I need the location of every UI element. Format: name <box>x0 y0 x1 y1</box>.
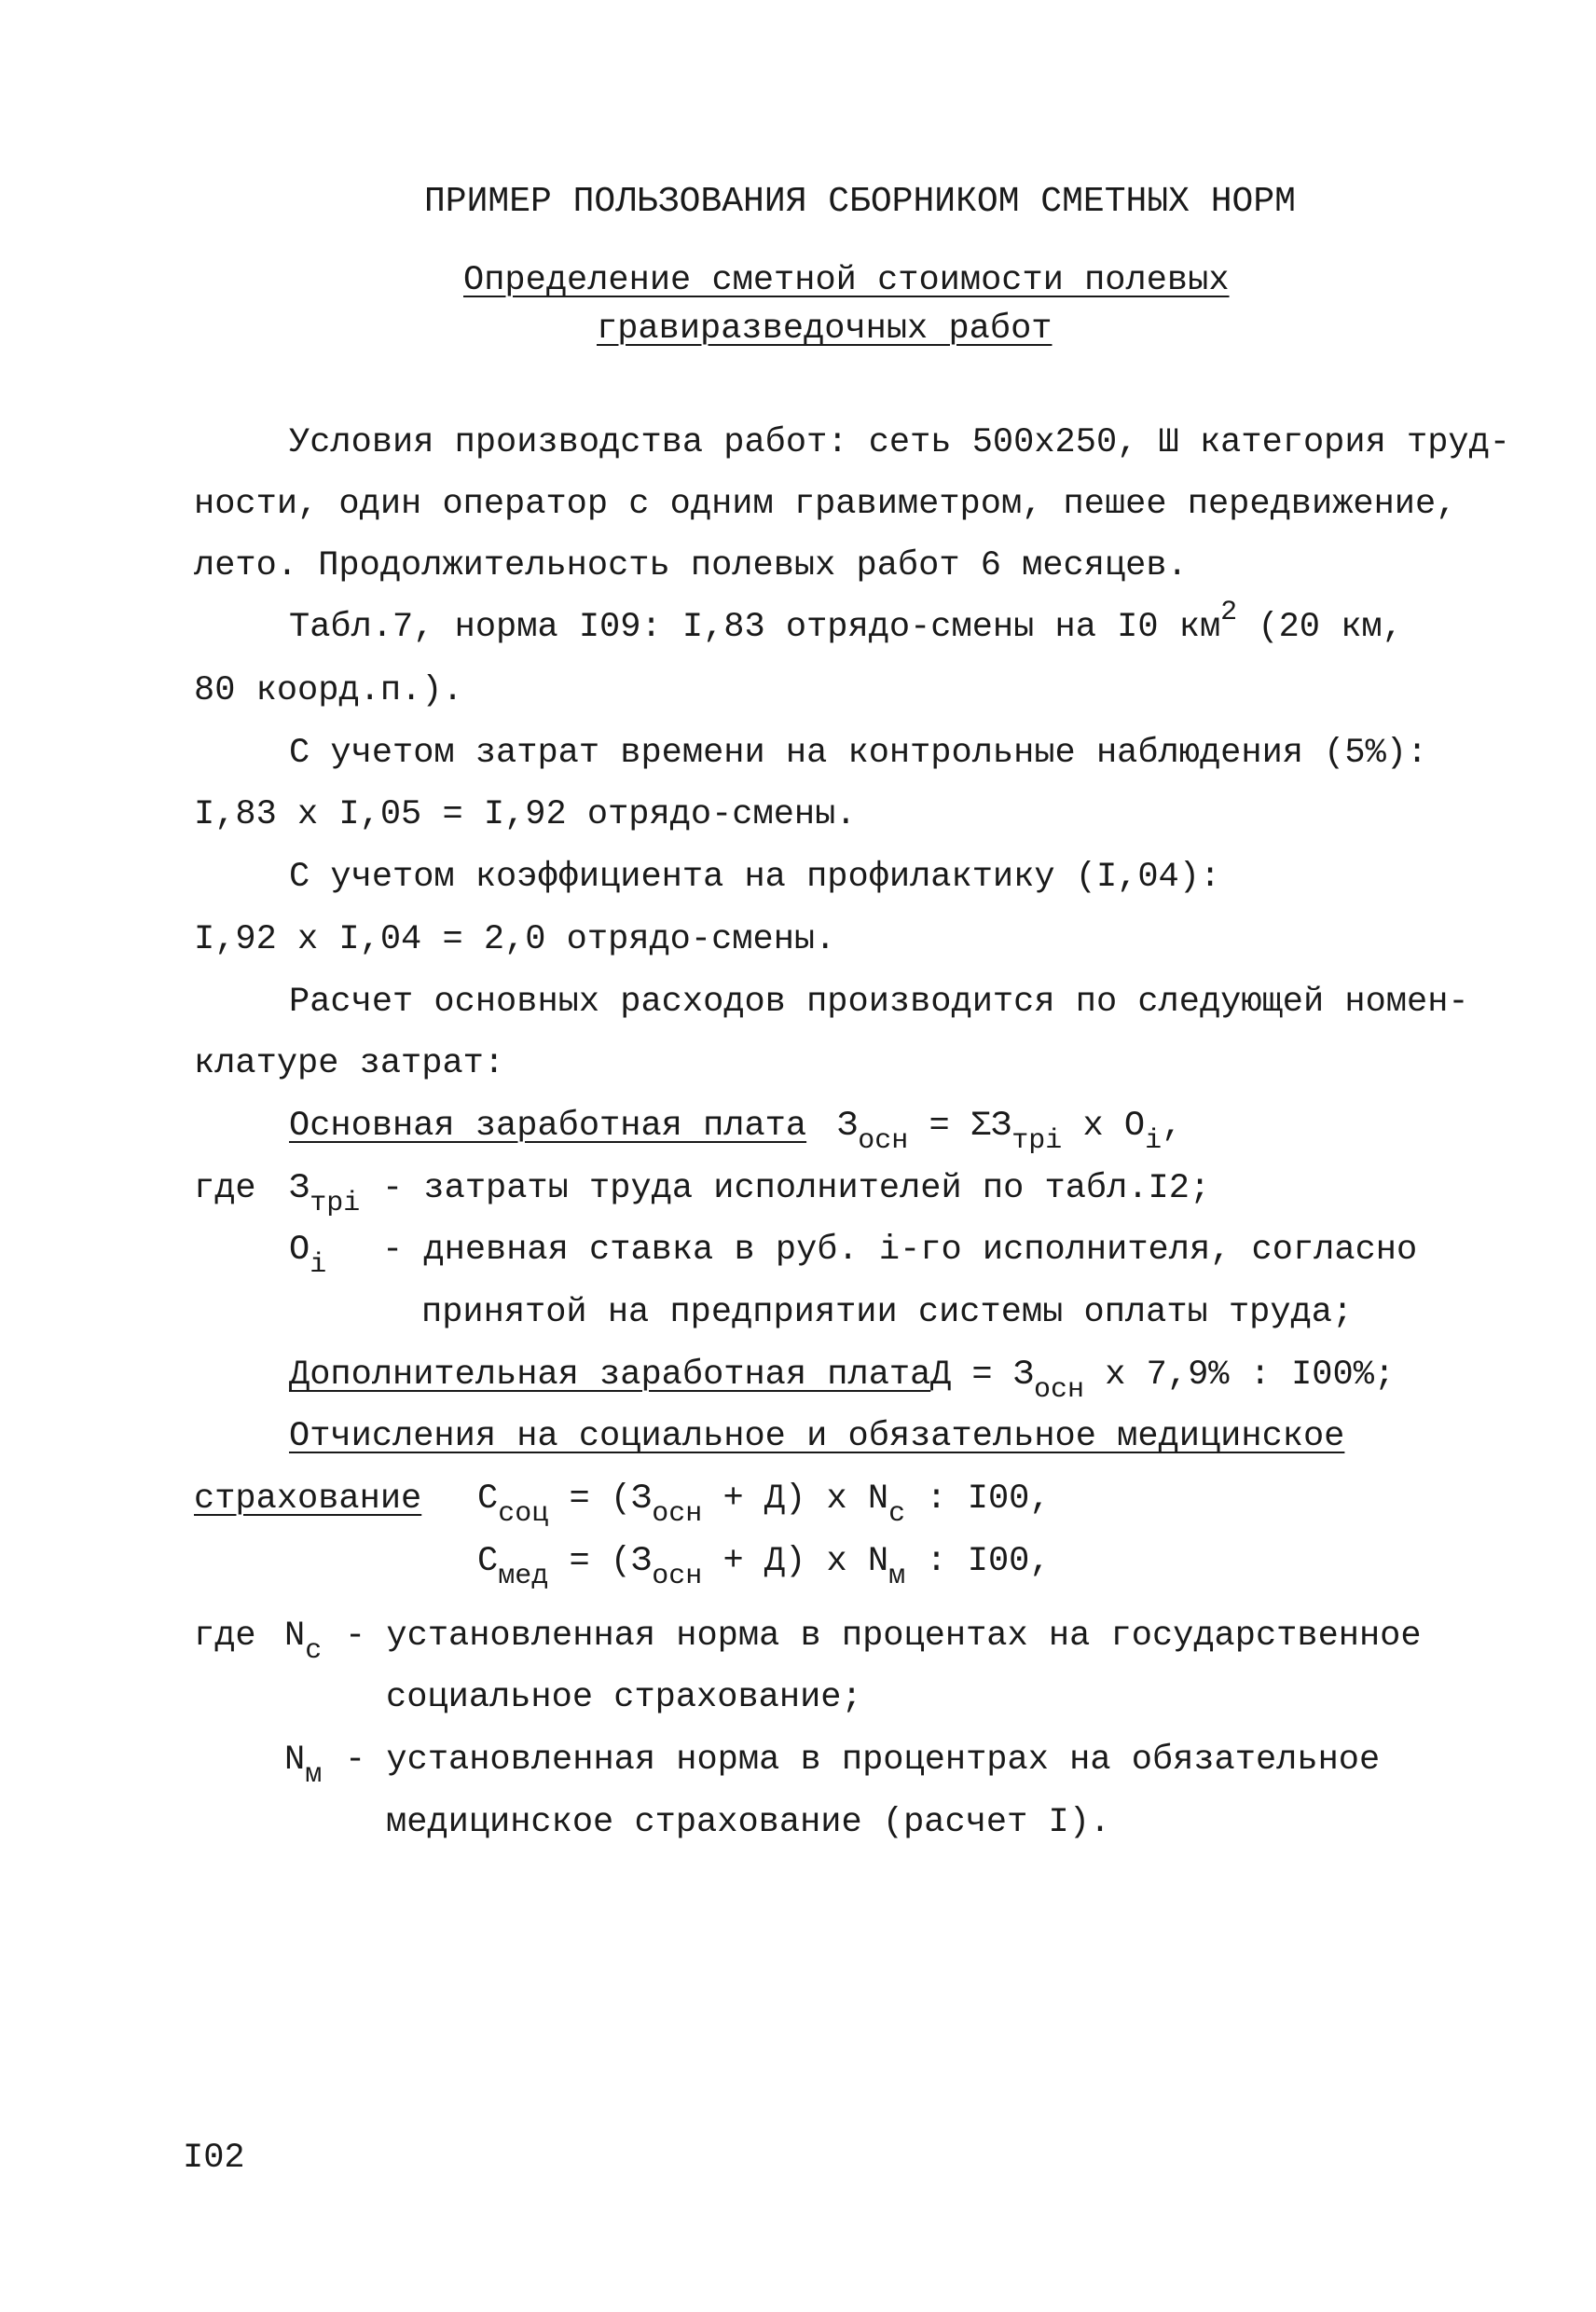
extra-salary-formula <box>930 1354 1396 1406</box>
daily-rate-description-cont: принятой на предприятии системы оплаты труда; <box>421 1293 1354 1332</box>
prophylaxis-text: С учетом коэффициента на профилактику (I,04): <box>289 858 1221 897</box>
base-salary-label: Основная заработная плата <box>289 1107 807 1146</box>
formula-symbol: З <box>837 1107 859 1146</box>
formula-subscript: соц <box>498 1498 549 1530</box>
page-number: I02 <box>183 2139 245 2178</box>
formula-subscript: осн <box>652 1498 703 1530</box>
formula-subscript: осн <box>1034 1374 1085 1406</box>
formula-symbol: С <box>477 1479 499 1519</box>
conditions-line-3: лето. Продолжительность полевых работ 6 месяцев. <box>194 546 1188 585</box>
social-norm-description-cont: социальное страхование; <box>386 1678 862 1717</box>
formula-subscript: мед <box>498 1561 549 1592</box>
formula-symbol: N <box>284 1617 306 1656</box>
formula-symbol: = ΣЗ <box>908 1107 1012 1146</box>
labor-cost-symbol <box>289 1167 361 1219</box>
formula-symbol: Д = З <box>930 1356 1035 1395</box>
formula-subscript: трi <box>310 1188 361 1219</box>
daily-rate-description: - дневная ставка в руб. i-го исполнителя, согласно <box>382 1231 1418 1270</box>
formula-punctuation: , <box>1162 1107 1183 1146</box>
formula-symbol: = (З <box>548 1542 653 1581</box>
formula-symbol: О <box>289 1231 310 1270</box>
medical-norm-description: - установленная норма в процентрах на обязательное <box>345 1741 1381 1780</box>
calculation-intro-line-2: клатуре затрат: <box>194 1044 505 1083</box>
table-reference-line-2: 80 коорд.п.). <box>194 671 463 710</box>
medical-norm-description-cont: медицинское страхование (расчет I). <box>386 1803 1111 1842</box>
page-heading: ПРИМЕР ПОЛЬЗОВАНИЯ СБОРНИКОМ СМЕТНЫХ НОРМ <box>424 182 1296 222</box>
social-insurance-label-line-1: Отчисления на социальное и обязательное медицинское <box>289 1417 1345 1456</box>
where-label-2: где <box>194 1617 256 1656</box>
formula-subscript: с <box>305 1635 323 1667</box>
control-observations-text: С учетом затрат времени на контрольные наблюдения (5%): <box>289 734 1428 773</box>
formula-symbol: х О <box>1062 1107 1146 1146</box>
formula-subscript: i <box>1145 1125 1163 1157</box>
table-reference-tail: (20 км, <box>1237 608 1403 647</box>
extra-salary-label: Дополнительная заработная плата <box>289 1356 931 1395</box>
calculation-intro-line-1: Расчет основных расходов производится по следующей номен- <box>289 983 1469 1022</box>
conditions-line-2: ности, один оператор с одним гравиметром, пешее передвижение, <box>194 485 1457 524</box>
formula-symbol: С <box>477 1542 499 1581</box>
formula-symbol: : I00, <box>905 1542 1051 1581</box>
formula-subscript: с <box>888 1498 906 1530</box>
labor-cost-description: - затраты труда исполнителей по табл.I2; <box>382 1169 1211 1208</box>
formula-symbol: х 7,9% : I00%; <box>1084 1356 1396 1395</box>
base-salary-formula <box>837 1105 1183 1157</box>
social-norm-symbol <box>284 1615 323 1667</box>
table-reference-line-1 <box>289 597 1403 649</box>
formula-symbol: : I00, <box>905 1479 1051 1519</box>
control-observations-formula: I,83 х I,05 = I,92 отрядо-смены. <box>194 795 857 834</box>
formula-subscript: трi <box>1011 1125 1063 1157</box>
daily-rate-symbol <box>289 1229 327 1281</box>
formula-symbol: + Д) х N <box>702 1542 889 1581</box>
prophylaxis-formula: I,92 х I,04 = 2,0 отрядо-смены. <box>194 920 836 959</box>
where-label-1: где <box>194 1169 256 1208</box>
table-reference-text: Табл.7, норма I09: I,83 отрядо-смены на I0 км <box>289 608 1221 647</box>
social-insurance-formula <box>477 1478 1051 1530</box>
conditions-line-1: Условия производства работ: сеть 500х250, Ш категория труд- <box>289 423 1511 462</box>
formula-subscript: i <box>310 1249 327 1281</box>
formula-subscript: м <box>888 1561 906 1592</box>
formula-subscript: осн <box>858 1125 909 1157</box>
social-insurance-label-line-2: страхование <box>194 1479 422 1519</box>
social-norm-description: - установленная норма в процентах на государственное <box>345 1617 1422 1656</box>
formula-symbol: = (З <box>548 1479 653 1519</box>
medical-insurance-formula <box>477 1540 1051 1592</box>
formula-subscript: осн <box>652 1561 703 1592</box>
km-squared-exponent: 2 <box>1220 597 1238 628</box>
formula-subscript: м <box>305 1759 323 1791</box>
formula-symbol: N <box>284 1741 306 1780</box>
formula-symbol: З <box>289 1169 310 1208</box>
medical-norm-symbol <box>284 1739 323 1791</box>
subheading-line-1: Определение сметной стоимости полевых <box>463 261 1230 300</box>
formula-symbol: + Д) х N <box>702 1479 889 1519</box>
subheading-line-2: гравиразведочных работ <box>597 310 1053 349</box>
